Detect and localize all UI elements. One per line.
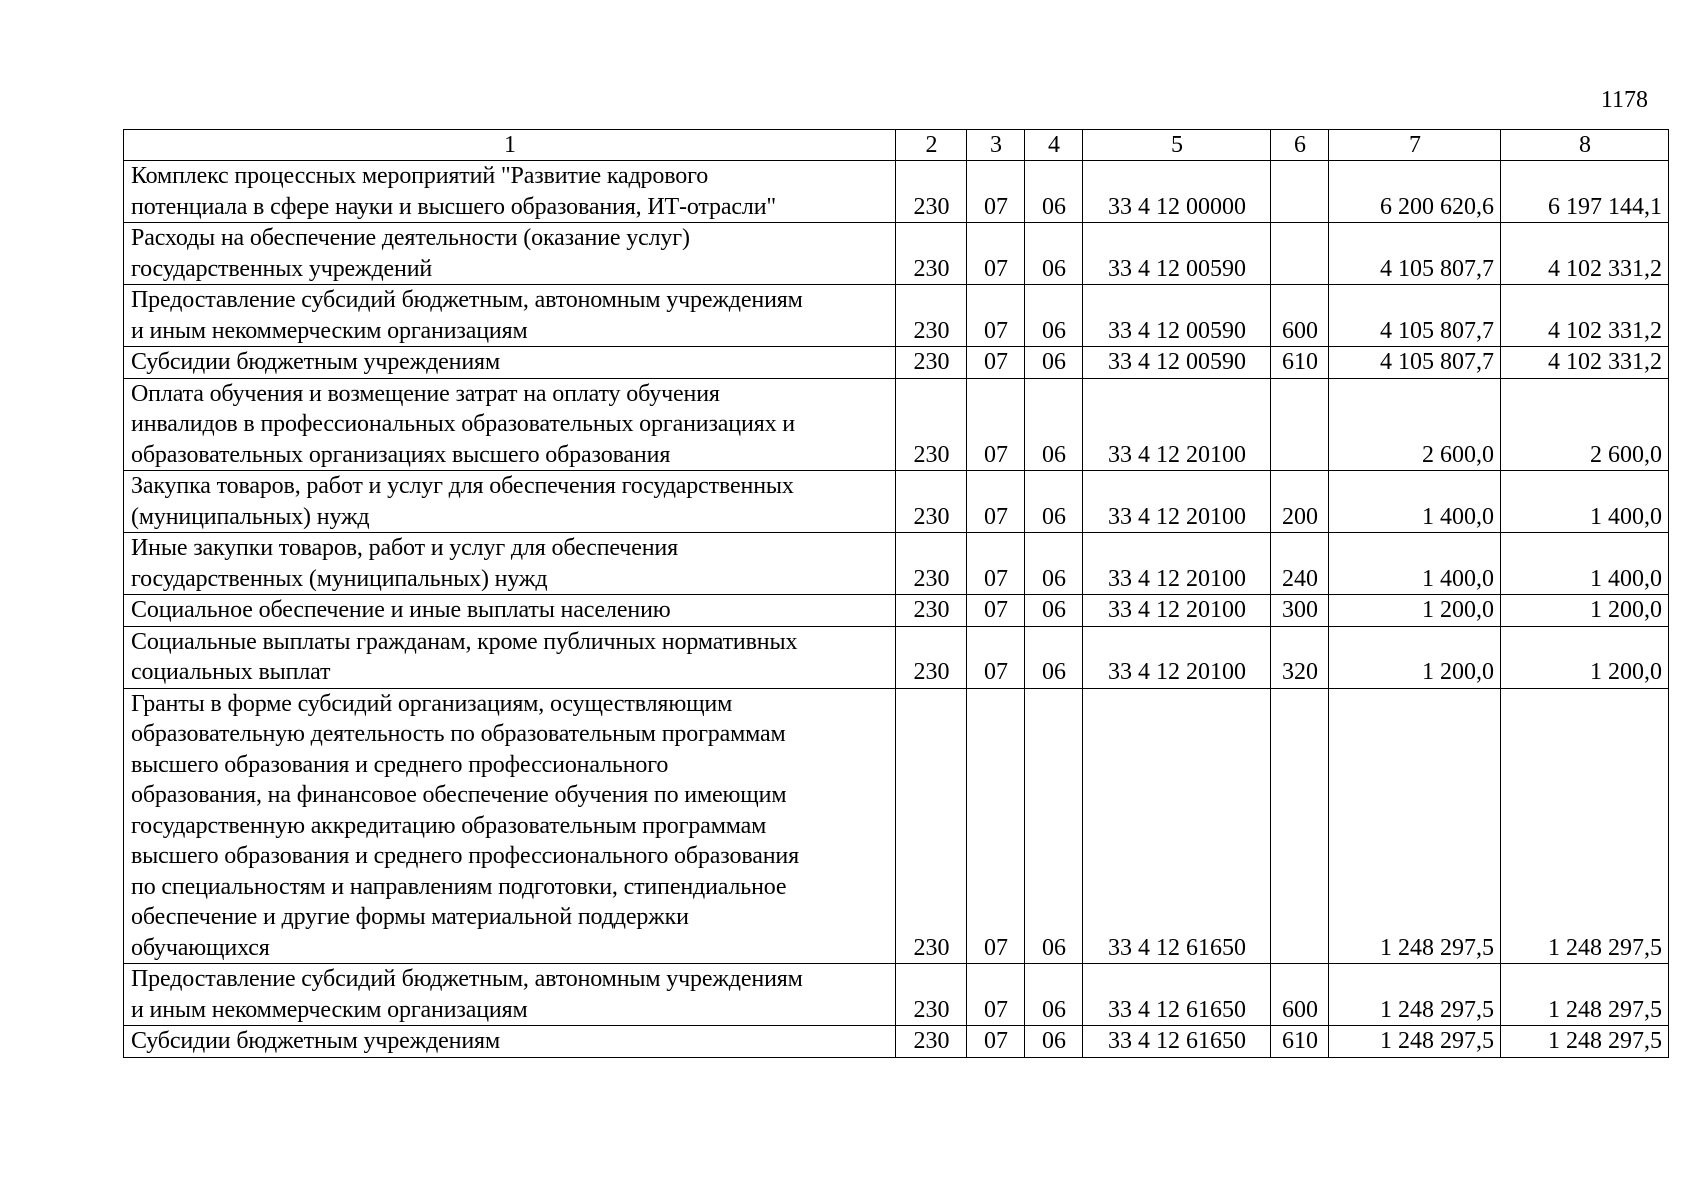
amount-col8-cell: 6 197 144,1 (1501, 161, 1669, 223)
item-name-cell (124, 1026, 896, 1058)
amount-col8-cell: 4 102 331,2 (1501, 347, 1669, 379)
table-header-row (124, 130, 1669, 161)
target-article-cell: 33 4 12 20100 (1083, 595, 1271, 627)
table-row (124, 347, 1669, 379)
subsection-cell: 06 (1025, 347, 1083, 379)
subsection-cell: 06 (1025, 626, 1083, 688)
subsection-cell: 06 (1025, 688, 1083, 964)
item-name-line: Социальное обеспечение и иные выплаты населению (131, 597, 671, 623)
amount-col8-cell: 1 200,0 (1501, 626, 1669, 688)
item-name-cell (124, 626, 896, 688)
amount-col7-cell: 1 400,0 (1329, 471, 1501, 533)
amount-col8-cell: 1 248 297,5 (1501, 964, 1669, 1026)
expense-type-cell: 240 (1271, 533, 1329, 595)
table-row (124, 964, 1669, 1026)
section-cell: 07 (967, 285, 1025, 347)
item-name-line: обеспечение и другие формы материальной поддержки (131, 904, 689, 930)
subsection-cell: 06 (1025, 533, 1083, 595)
column-header: 8 (1501, 130, 1669, 161)
item-name-line: Закупка товаров, работ и услуг для обеспечения государственных (131, 473, 794, 499)
item-name-cell (124, 533, 896, 595)
item-name-line: образования, на финансовое обеспечение обучения по имеющим (131, 782, 787, 808)
amount-col7-cell: 4 105 807,7 (1329, 347, 1501, 379)
section-cell: 07 (967, 161, 1025, 223)
admin-code-cell: 230 (896, 626, 967, 688)
item-name-line: Социальные выплаты гражданам, кроме публичных нормативных (131, 628, 798, 655)
admin-code-cell: 230 (896, 1026, 967, 1058)
page-number: 1178 (1600, 87, 1648, 113)
item-name-line: высшего образования и среднего профессионального (131, 751, 669, 778)
item-name-line: высшего образования и среднего профессионального образования (131, 843, 799, 869)
item-name-line: Субсидии бюджетным учреждениям (131, 1028, 500, 1054)
amount-col8-cell: 1 400,0 (1501, 533, 1669, 595)
subsection-cell: 06 (1025, 161, 1083, 223)
item-name-line: потенциала в сфере науки и высшего образования, ИТ-отрасли" (131, 193, 777, 220)
item-name-line: государственную аккредитацию образовательным программам (131, 812, 767, 839)
column-header: 6 (1271, 130, 1329, 161)
amount-col7-cell: 1 200,0 (1329, 595, 1501, 627)
target-article-cell: 33 4 12 20100 (1083, 626, 1271, 688)
amount-col8-cell: 1 248 297,5 (1501, 1026, 1669, 1058)
column-header: 5 (1083, 130, 1271, 161)
column-header: 2 (896, 130, 967, 161)
expense-type-cell: 610 (1271, 347, 1329, 379)
item-name-cell (124, 471, 896, 533)
subsection-cell: 06 (1025, 964, 1083, 1026)
expense-type-cell: 600 (1271, 285, 1329, 347)
amount-col7-cell: 1 248 297,5 (1329, 688, 1501, 964)
target-article-cell: 33 4 12 61650 (1083, 688, 1271, 964)
item-name-line: образовательных организациях высшего образования (131, 441, 671, 468)
item-name-line: и иным некоммерческим организациям (131, 996, 528, 1023)
amount-col7-cell: 6 200 620,6 (1329, 161, 1501, 223)
section-cell: 07 (967, 595, 1025, 627)
expense-type-cell: 600 (1271, 964, 1329, 1026)
section-cell: 07 (967, 223, 1025, 285)
section-cell: 07 (967, 378, 1025, 471)
target-article-cell: 33 4 12 00590 (1083, 223, 1271, 285)
item-name-line: государственных учреждений (131, 255, 433, 282)
section-cell: 07 (967, 533, 1025, 595)
table-row (124, 1026, 1669, 1058)
amount-col8-cell: 2 600,0 (1501, 378, 1669, 471)
amount-col8-cell: 4 102 331,2 (1501, 223, 1669, 285)
table-row (124, 626, 1669, 688)
item-name-line: Предоставление субсидий бюджетным, автономным учреждениям (131, 966, 803, 992)
amount-col8-cell: 4 102 331,2 (1501, 285, 1669, 347)
section-cell: 07 (967, 1026, 1025, 1058)
target-article-cell: 33 4 12 00590 (1083, 347, 1271, 379)
section-cell: 07 (967, 626, 1025, 688)
expense-type-cell: 610 (1271, 1026, 1329, 1058)
amount-col7-cell: 1 400,0 (1329, 533, 1501, 595)
admin-code-cell: 230 (896, 223, 967, 285)
admin-code-cell: 230 (896, 471, 967, 533)
table-row (124, 223, 1669, 285)
item-name-cell (124, 223, 896, 285)
budget-table (123, 129, 1669, 1058)
subsection-cell: 06 (1025, 471, 1083, 533)
admin-code-cell: 230 (896, 688, 967, 964)
amount-col7-cell: 1 200,0 (1329, 626, 1501, 688)
section-cell: 07 (967, 964, 1025, 1026)
target-article-cell: 33 4 12 00590 (1083, 285, 1271, 347)
table-row (124, 595, 1669, 627)
column-header: 1 (124, 130, 896, 161)
item-name-line: государственных (муниципальных) нужд (131, 565, 548, 592)
table-row (124, 378, 1669, 471)
subsection-cell: 06 (1025, 285, 1083, 347)
table-row (124, 471, 1669, 533)
expense-type-cell: 200 (1271, 471, 1329, 533)
column-header: 4 (1025, 130, 1083, 161)
item-name-line: инвалидов в профессиональных образовательных организациях и (131, 411, 795, 437)
amount-col7-cell: 4 105 807,7 (1329, 285, 1501, 347)
item-name-cell (124, 964, 896, 1026)
item-name-line: Комплекс процессных мероприятий "Развитие кадрового (131, 163, 709, 189)
target-article-cell: 33 4 12 00000 (1083, 161, 1271, 223)
table-row (124, 533, 1669, 595)
amount-col7-cell: 1 248 297,5 (1329, 964, 1501, 1026)
item-name-line: Иные закупки товаров, работ и услуг для обеспечения (131, 535, 678, 561)
item-name-line: образовательную деятельность по образовательным программам (131, 721, 786, 747)
table-row (124, 161, 1669, 223)
admin-code-cell: 230 (896, 161, 967, 223)
target-article-cell: 33 4 12 20100 (1083, 378, 1271, 471)
target-article-cell: 33 4 12 20100 (1083, 471, 1271, 533)
expense-type-cell (1271, 688, 1329, 964)
admin-code-cell: 230 (896, 347, 967, 379)
amount-col8-cell: 1 400,0 (1501, 471, 1669, 533)
table-row (124, 285, 1669, 347)
admin-code-cell: 230 (896, 378, 967, 471)
amount-col7-cell: 1 248 297,5 (1329, 1026, 1501, 1058)
expense-type-cell (1271, 223, 1329, 285)
expense-type-cell (1271, 161, 1329, 223)
item-name-cell (124, 285, 896, 347)
section-cell: 07 (967, 347, 1025, 379)
item-name-cell (124, 595, 896, 627)
item-name-line: социальных выплат (131, 659, 331, 685)
subsection-cell: 06 (1025, 223, 1083, 285)
item-name-line: (муниципальных) нужд (131, 503, 370, 530)
item-name-line: обучающихся (131, 934, 270, 961)
column-header: 7 (1329, 130, 1501, 161)
section-cell: 07 (967, 688, 1025, 964)
amount-col8-cell: 1 248 297,5 (1501, 688, 1669, 964)
target-article-cell: 33 4 12 20100 (1083, 533, 1271, 595)
item-name-cell (124, 161, 896, 223)
amount-col7-cell: 4 105 807,7 (1329, 223, 1501, 285)
admin-code-cell: 230 (896, 285, 967, 347)
item-name-cell (124, 688, 896, 964)
subsection-cell: 06 (1025, 595, 1083, 627)
subsection-cell: 06 (1025, 1026, 1083, 1058)
subsection-cell: 06 (1025, 378, 1083, 471)
column-header: 3 (967, 130, 1025, 161)
item-name-line: Субсидии бюджетным учреждениям (131, 349, 500, 375)
section-cell: 07 (967, 471, 1025, 533)
item-name-line: и иным некоммерческим организациям (131, 317, 528, 344)
target-article-cell: 33 4 12 61650 (1083, 964, 1271, 1026)
expense-type-cell: 320 (1271, 626, 1329, 688)
amount-col7-cell: 2 600,0 (1329, 378, 1501, 471)
table-row (124, 688, 1669, 964)
item-name-line: по специальностям и направлениям подготовки, стипендиальное (131, 873, 787, 900)
expense-type-cell (1271, 378, 1329, 471)
table-body (124, 130, 1669, 1058)
admin-code-cell: 230 (896, 964, 967, 1026)
item-name-cell (124, 347, 896, 379)
admin-code-cell: 230 (896, 595, 967, 627)
item-name-line: Гранты в форме субсидий организациям, осуществляющим (131, 690, 733, 717)
amount-col8-cell: 1 200,0 (1501, 595, 1669, 627)
item-name-line: Расходы на обеспечение деятельности (оказание услуг) (131, 225, 690, 251)
admin-code-cell: 230 (896, 533, 967, 595)
target-article-cell: 33 4 12 61650 (1083, 1026, 1271, 1058)
expense-type-cell: 300 (1271, 595, 1329, 627)
item-name-line: Предоставление субсидий бюджетным, автономным учреждениям (131, 287, 803, 313)
item-name-cell (124, 378, 896, 471)
item-name-line: Оплата обучения и возмещение затрат на оплату обучения (131, 380, 720, 407)
